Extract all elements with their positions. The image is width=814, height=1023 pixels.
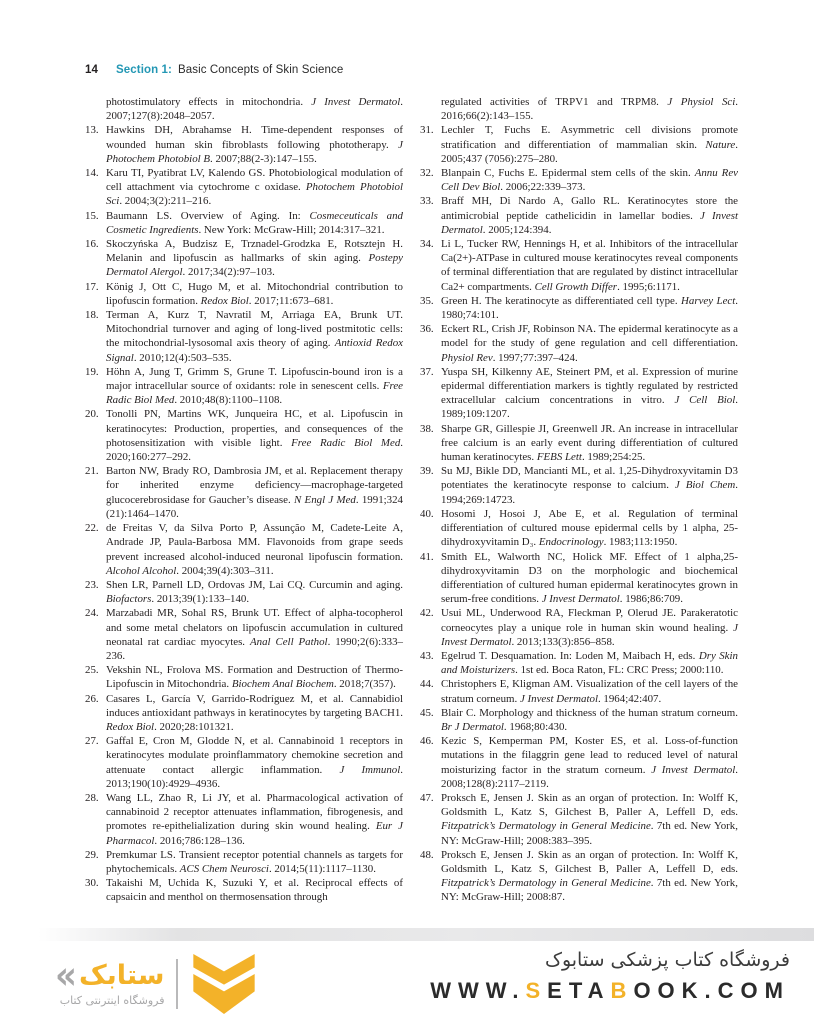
section-label: Section 1: [116,64,172,76]
reference-item: 27. Gaffal E, Cron M, Glodde N, et al. Cannabinoid 1 receptors in keratinocytes modulate proinflammatory chemokine secretion and attenuate contact allergic inflammation. J Immunol. 2013;190(10):4929–4936. [85,735,403,790]
reference-item: 17. König J, Ott C, Hugo M, et al. Mitochondrial contribution to lipofuscin formation. Redox Biol. 2017;11:673–681. [85,280,403,307]
reference-number: 14. [85,167,99,180]
reference-number: 34. [420,238,434,251]
reference-number: 36. [420,323,434,336]
reference-item: 36. Eckert RL, Crish JF, Robinson NA. The epidermal keratinocyte as a model for the study of gene regulation and cell differentiation. Physiol Rev. 1997;77:397–424. [420,323,738,364]
reference-number: 38. [420,422,434,435]
references-section [85,95,738,905]
store-info [430,945,790,1007]
footer [0,941,814,1023]
reference-number: 13. [85,124,99,137]
reference-item: 47. Proksch E, Jensen J. Skin as an organ of protection. In: Wolff K, Goldsmith L, Katz S, Gilchest B, Paller A, Leffell D, eds. Fitzpatrick’s Dermatology in General Medicine. 7th ed. New York, NY: McGraw-Hill; 2008:383–395. [420,791,738,847]
references-column-left [85,95,403,905]
reference-item: 29. Premkumar LS. Transient receptor potential channels as targets for phytochemicals. ACS Chem Neurosci. 2014;5(11):1117–1130. [85,848,403,875]
reference-item: 37. Yuspa SH, Kilkenny AE, Steinert PM, et al. Expression of murine epidermal differentiation markers is tightly regulated by restricted extracellular calcium concentrations in vitro. J Cell Biol. 1989;109:1207. [420,365,739,421]
reference-item: 20. Tonolli PN, Martins WK, Junqueira HC, et al. Lipofuscin in keratinocytes: Production, properties, and consequences of the photosensitization with visible light. Free Radic Biol Med. 2020;160:277–292. [85,408,403,464]
reference-number: 29. [85,848,99,861]
reference-number: 43. [420,649,434,662]
reference-number: 35. [420,294,434,307]
reference-number: 27. [85,735,99,748]
reference-item: 19. Höhn A, Jung T, Grimm S, Grune T. Lipofuscin-bound iron is a major intracellular source of oxidants: role in senescent cells. Free Radic Biol Med. 2010;48(8):1100–1108. [85,365,403,407]
double-chevron-icon [190,954,258,1014]
reference-item: 31. Lechler T, Fuchs E. Asymmetric cell divisions promote stratification and differentiation of mammalian skin. Nature. 2005;437 (7056):275–280. [420,124,738,165]
reference-item: 16. Skoczyńska A, Budzisz E, Trznadel-Grodzka E, Rotsztejn H. Melanin and lipofuscin as hallmarks of skin aging. Postepy Dermatol Alergol. 2017;34(2):97–103. [85,238,403,279]
reference-number: 21. [85,465,99,478]
reference-item: 14. Karu TI, Pyatibrat LV, Kalendo GS. Photobiological modulation of cell attachment via cytochrome c oxidase. Photochem Photobiol Sci. 2004;3(2):211–216. [85,167,403,208]
reference-number: 18. [85,309,99,322]
guillemet-icon: « [55,953,77,999]
reference-number: 16. [85,238,99,251]
reference-number: 25. [85,664,99,677]
setabook-logo [55,953,258,1015]
reference-item: 33. Braff MH, Di Nardo A, Gallo RL. Keratinocytes store the antimicrobial peptide cathelicidin in lamellar bodies. J Invest Dermatol. 2005;124:394. [420,195,739,236]
reference-number: 24. [85,607,99,620]
reference-number: 28. [85,791,99,804]
reference-item: 48. Proksch E, Jensen J. Skin as an organ of protection. In: Wolff K, Goldsmith L, Katz S, Gilchest B, Paller A, Leffell D, eds. Fitzpatrick’s Dermatology in General Medicine. 7th ed. New York, NY: McGraw-Hill; 2008:87. [420,848,738,904]
reference-item: 34. Li L, Tucker RW, Hennings H, et al. Inhibitors of the intracellular Ca(2+)-ATPase in cultured mouse keratinocytes reveal components of terminal differentiation that are regulated by distinct intracellular Ca2+ compartments. Cell Growth Differ. 1995;6:1171. [420,238,738,293]
reference-item: 22. de Freitas V, da Silva Porto P, Assunção M, Cadete-Leite A, Andrade JP, Paula-Barbosa MM. Flavonoids from grape seeds prevent increased alcohol-induced neuronal lipofuscin formation. Alcohol Alcohol. 2004;39(4):303–311. [85,522,403,577]
reference-item: 46. Kezic S, Kemperman PM, Koster ES, et al. Loss-of-function mutations in the filaggrin gene lead to reduced level of natural moisturizing factor in the stratum corneum. J Invest Dermatol. 2008;128(8):2117–2119. [420,735,738,790]
reference-item: 40. Hosomi J, Hosoi J, Abe E, et al. Regulation of terminal differentiation of cultured mouse epidermal cells by 1 alpha, 25-dihydroxyvitamin D₃. Endocrinology. 1983;113:1950. [420,507,738,549]
reference-item: 45. Blair C. Morphology and thickness of the human stratum corneum. Br J Dermatol. 1968;80:430. [420,706,738,733]
reference-number: 37. [420,365,434,378]
reference-number: 41. [420,550,434,563]
reference-number: 26. [85,692,99,705]
reference-item: 28. Wang LL, Zhao R, Li JY, et al. Pharmacological activation of cannabinoid 2 receptor attenuates inflammation, fibrogenesis, and promotes re-epithelialization during skin wound healing. Eur J Pharmacol. 2016;786:128–136. [85,791,403,847]
logo-divider [176,959,178,1009]
page-header [85,64,754,76]
reference-number: 33. [420,195,434,208]
reference-number: 46. [420,735,434,748]
reference-item: 38. Sharpe GR, Gillespie JI, Greenwell JR. An increase in intracellular free calcium is an early event during differentiation of cultured human keratinocytes. FEBS Lett. 1989;254:25. [420,422,738,464]
reference-item: 32. Blanpain C, Fuchs E. Epidermal stem cells of the skin. Annu Rev Cell Dev Biol. 2006;22:339–373. [420,167,738,194]
reference-item: 41. Smith EL, Walworth NC, Holick MF. Effect of 1 alpha,25-dihydroxyvitamin D3 on the morphologic and biochemical differentiation of cultured human epidermal keratinocytes grown in serum-free conditions. J Invest Dermatol. 1986;86:709. [420,550,738,606]
reference-item: 35. Green H. The keratinocyte as differentiated cell type. Harvey Lect. 1980;74:101. [420,294,738,322]
reference-number: 20. [85,408,99,421]
setabook-wordmark [55,953,165,1008]
reference-item: 30. Takaishi M, Uchida K, Suzuki Y, et al. Reciprocal effects of capsaicin and menthol on thermosensation through [85,877,403,904]
store-name-farsi: فروشگاه کتاب پزشکی ستابوک [544,949,790,971]
reference-item: 18. Terman A, Kurz T, Navratil M, Arriaga EA, Brunk UT. Mitochondrial turnover and aging of long-lived postmitotic cells: the mitochondrial-lysosomal axis theory of aging. Antioxid Redox Signal. 2010;12(4):503–535. [85,309,403,364]
reference-item: 13. Hawkins DH, Abrahamse H. Time-dependent responses of wounded human skin fibroblasts following phototherapy. J Photochem Photobiol B. 2007;88(2-3):147–155. [85,124,403,165]
footer-divider-band [38,928,814,941]
reference-number: 17. [85,280,99,293]
reference-number: 32. [420,167,434,180]
reference-item: 26. Casares L, García V, Garrido-Rodríguez M, et al. Cannabidiol induces antioxidant pathways in keratinocytes by targeting BACH1. Redox Biol. 2020;28:101321. [85,692,403,733]
reference-number: 42. [420,607,434,620]
reference-number: 23. [85,578,99,591]
reference-item: 44. Christophers E, Kligman AM. Visualization of the cell layers of the stratum corneum. J Invest Dermatol. 1964;42:407. [420,678,738,705]
reference-number: 22. [85,522,99,535]
reference-item: 21. Barton NW, Brady RO, Dambrosia JM, et al. Replacement therapy for inherited enzyme deficiency—macrophage-targeted glucocerebrosidase for Gaucher’s disease. N Engl J Med. 1991;324 (21):1464–1470. [85,465,404,520]
reference-number: 48. [420,848,434,861]
site-url[interactable]: WWW.SETABOOK.COM [430,978,790,1003]
reference-item: 25. Vekshin NL, Frolova MS. Formation and Destruction of Thermo-Lipofuscin in Mitochondria. Biochem Anal Biochem. 2018;7(357). [85,664,403,691]
brand-tagline: فروشگاه اینترنتی کتاب [59,994,165,1007]
reference-number: 30. [85,877,99,890]
reference-number: 45. [420,706,434,719]
reference-number: 19. [85,365,99,378]
reference-item: 42. Usui ML, Underwood RA, Fleckman P, Olerud JE. Parakeratotic corneocytes play a unique role in human skin wound healing. J Invest Dermatol. 2013;133(3):856–858. [420,607,738,648]
reference-item: regulated activities of TRPV1 and TRPM8. J Physiol Sci. 2016;66(2):143–155. [441,96,738,123]
reference-number: 15. [85,209,99,222]
references-column-right [420,95,738,905]
reference-number: 47. [420,791,434,804]
reference-number: 40. [420,507,434,520]
reference-number: 44. [420,678,434,691]
reference-item: 43. Egelrud T. Desquamation. In: Loden M, Maibach H, eds. Dry Skin and Moisturizers. 1st ed. Boca Raton, FL: CRC Press; 2000:110. [420,649,738,677]
page-number: 14 [85,64,98,76]
reference-item: 15. Baumann LS. Overview of Aging. In: Cosmeceuticals and Cosmetic Ingredients. New York: McGraw-Hill; 2014:317–321. [85,209,403,236]
reference-item: 39. Su MJ, Bikle DD, Mancianti ML, et al. 1,25-Dihydroxyvitamin D3 potentiates the keratinocyte response to calcium. J Biol Chem. 1994;269:14723. [420,465,738,506]
brand-name-farsi: ستابک [78,960,165,991]
reference-item: 23. Shen LR, Parnell LD, Ordovas JM, Lai CQ. Curcumin and aging. Biofactors. 2013;39(1):133–140. [85,578,403,606]
section-title: Basic Concepts of Skin Science [177,64,344,76]
reference-item: 24. Marzabadi MR, Sohal RS, Brunk UT. Effect of alpha-tocopherol and some metal chelators on lipofuscin accumulation in cultured neonatal rat cardiac myocytes. Anal Cell Pathol. 1990;2(6):333–236. [85,607,403,662]
reference-item: photostimulatory effects in mitochondria. J Invest Dermatol. 2007;127(8):2048–2057. [106,96,403,123]
reference-number: 31. [420,124,434,137]
reference-number: 39. [420,465,434,478]
